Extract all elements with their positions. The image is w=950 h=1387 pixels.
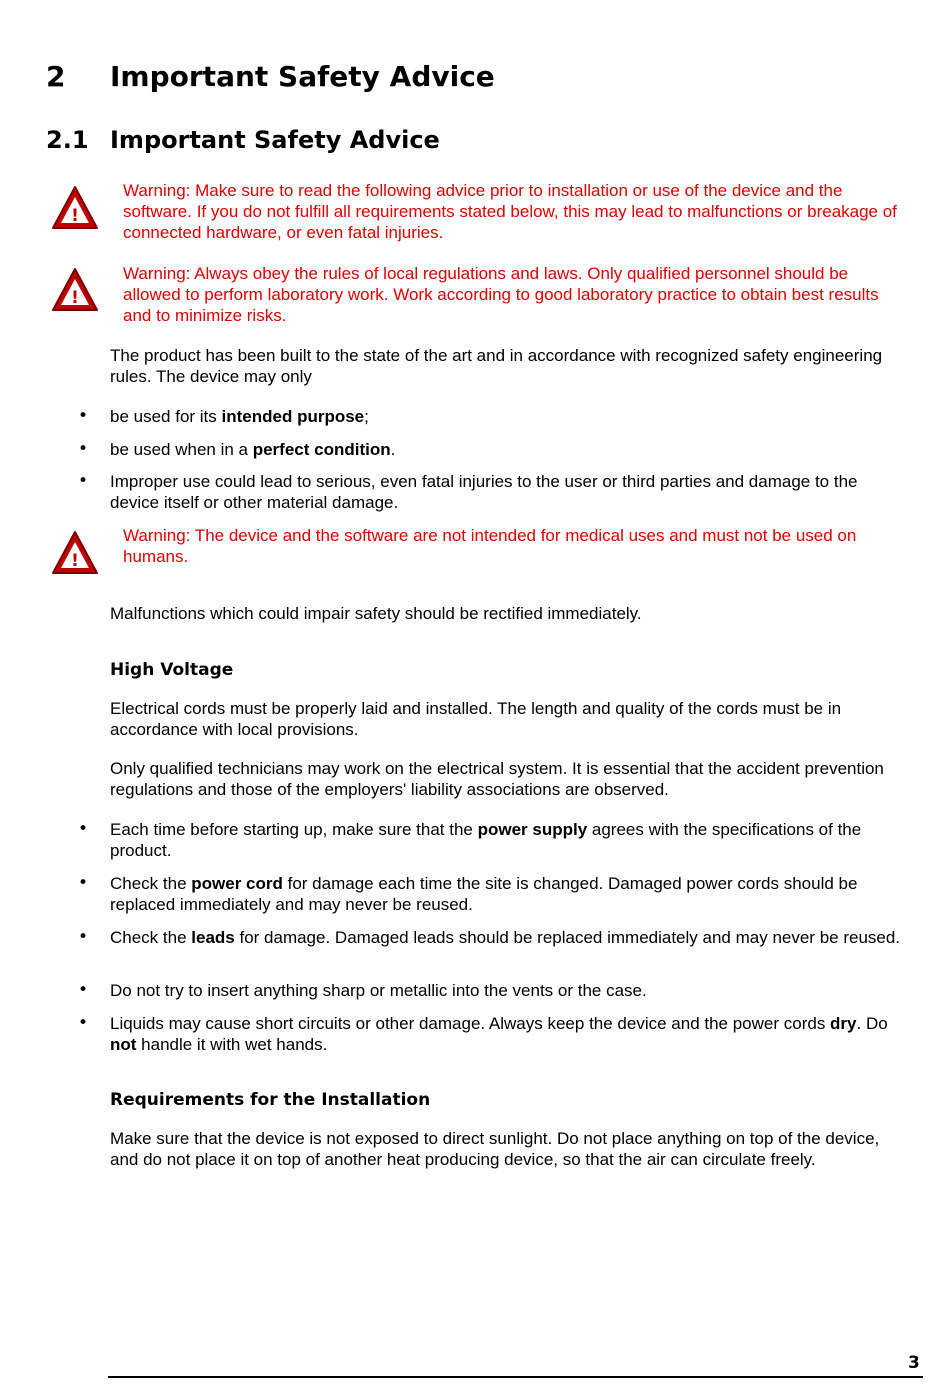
- list-item: be used for its intended purpose;: [110, 407, 369, 426]
- warning-text: Warning: Make sure to read the following advice prior to installation or use of the device and the software. If you do not fulfill all requirements stated below, this may lead to malfunctions or breakage of connected hardware, or even fatal injuries.: [123, 181, 897, 242]
- chapter-number: 2: [46, 60, 66, 93]
- warning-triangle-icon: [50, 184, 100, 232]
- high-voltage-paragraph-1: Electrical cords must be properly laid and installed. The length and quality of the cords must be in accordance with local provisions.: [110, 699, 842, 739]
- list-item: Improper use could lead to serious, even fatal injuries to the user or third parties and damage to the device itself or other material damage.: [110, 472, 858, 512]
- bullet-marker: •: [78, 873, 89, 893]
- chapter-title: Important Safety Advice: [110, 60, 495, 93]
- section-title: Important Safety Advice: [110, 126, 440, 154]
- bullet-marker: •: [78, 471, 89, 491]
- intro-paragraph: The product has been built to the state of the art and in accordance with recognized safety engineering rules. The device may only: [110, 346, 883, 386]
- list-item: Each time before starting up, make sure that the power supply agrees with the specifications of the product.: [110, 820, 862, 860]
- bullet-marker: •: [78, 819, 89, 839]
- bullet-marker: •: [78, 980, 89, 1000]
- warning-text: Warning: Always obey the rules of local regulations and laws. Only qualified personnel should be allowed to perform laboratory work. Work according to good laboratory practice to obtain best results and to minimize risks.: [123, 264, 879, 325]
- section-number: 2.1: [46, 126, 89, 154]
- bullet-marker: •: [78, 439, 89, 459]
- installation-paragraph: Make sure that the device is not exposed to direct sunlight. Do not place anything on top of the device, and do not place it on top of another heat producing device, so that the air can circulate freely.: [110, 1129, 880, 1169]
- high-voltage-paragraph-2: Only qualified technicians may work on the electrical system. It is essential that the accident prevention regulations and those of the employers' liability associations are observed.: [110, 759, 884, 799]
- list-item: be used when in a perfect condition.: [110, 440, 396, 459]
- footer-rule: [108, 1376, 923, 1378]
- malfunctions-paragraph: Malfunctions which could impair safety should be rectified immediately.: [110, 604, 642, 623]
- warning-glyph: !: [71, 288, 79, 308]
- list-item: Liquids may cause short circuits or other damage. Always keep the device and the power cords dry. Do not handle it with wet hands.: [110, 1014, 888, 1054]
- installation-heading: Requirements for the Installation: [110, 1090, 431, 1110]
- warning-text: Warning: The device and the software are not intended for medical uses and must not be used on humans.: [123, 526, 857, 566]
- warning-glyph: !: [71, 551, 79, 571]
- page-number: 3: [908, 1353, 920, 1373]
- warning-triangle-icon: [50, 266, 100, 314]
- warning-glyph: !: [71, 206, 79, 226]
- list-item: Check the power cord for damage each time the site is changed. Damaged power cords should be replaced immediately and may never be reused.: [110, 874, 858, 914]
- bullet-marker: •: [78, 406, 89, 426]
- bullet-marker: •: [78, 1013, 89, 1033]
- list-item: Do not try to insert anything sharp or metallic into the vents or the case.: [110, 981, 647, 1000]
- high-voltage-heading: High Voltage: [110, 660, 234, 680]
- warning-triangle-icon: [50, 529, 100, 577]
- bullet-marker: •: [78, 927, 89, 947]
- list-item: Check the leads for damage. Damaged leads should be replaced immediately and may never be reused.: [110, 928, 901, 947]
